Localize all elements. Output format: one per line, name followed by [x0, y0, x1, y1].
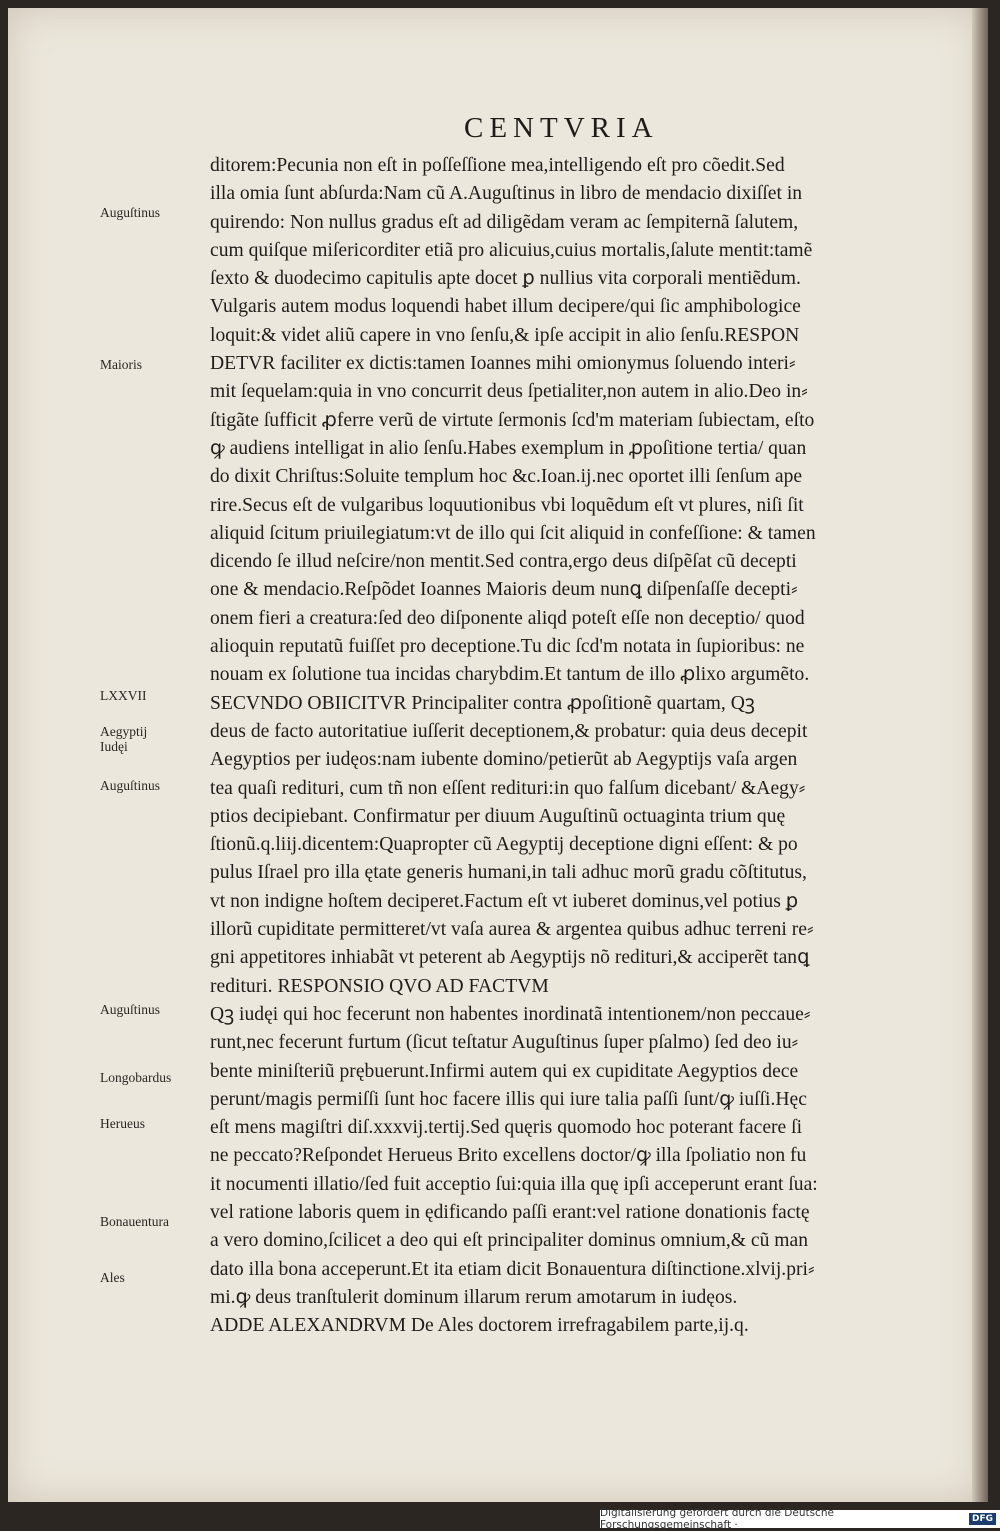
text-line: Aegyptios per iudęos:nam iubente domino/petierũt ab Aegyptijs vaſa argen	[210, 749, 798, 771]
text-line: ditorem:Pecunia non eſt in poſſeſſione mea,intelligendo eſt pro cõedit.Sed	[210, 155, 785, 176]
text-line: alioquin reputatũ fuiſſet pro deceptione.Tu dic ſcd'm notata in ſupioribus: ne	[210, 636, 805, 658]
margin-note: Herueus	[100, 1116, 145, 1131]
main-text-block	[210, 152, 950, 1340]
text-line: onem fieri a creatura:ſed deo diſponente aliqd poteſt eſſe non deceptio/ quod	[210, 607, 805, 629]
margin-note: Longobardus	[100, 1070, 172, 1085]
text-line: loquit:& videt aliũ capere in vno ſenſu,& ipſe accipit in alio ſenſu.RESPON	[210, 324, 800, 346]
text-line: do dixit Chriſtus:Soluite templum hoc &c.Ioan.ij.nec oportet illi ſenſum ape	[210, 466, 803, 488]
text-line: dicendo ſe illud neſcire/non mentit.Sed contra,ergo deus diſpẽſat cũ decepti	[210, 551, 797, 573]
text-line: illorũ cupiditate permitteret/vt vaſa aurea & argentea quibus adhuc terreni re⸗	[210, 919, 814, 941]
text-line: Vulgaris autem modus loquendi habet illum decipere/qui ſic amphibologice	[210, 296, 801, 318]
margin-note: Aegyptij Iudęi	[100, 724, 148, 754]
text-line: dato illa bona acceperunt.Et ita etiam dicit Bonauentura diſtinctione.xlvij.pri⸗	[210, 1258, 815, 1280]
footer-text: Digitalisierung gefördert durch die Deutsche Forschungsgemeinschaft ·	[600, 1507, 834, 1531]
text-line: mi.ꝙ deus tranſtulerit dominum illarum rerum amotarum in iudęos.	[210, 1286, 738, 1308]
margin-note: Maioris	[100, 357, 142, 372]
text-line: DETVR faciliter ex dictis:tamen Ioannes mihi omionymus ſoluendo interi⸗	[210, 353, 796, 375]
text-line: vt non indigne hoſtem deciperet.Factum eſt vt iuberet dominus,vel potius ꝑ	[210, 890, 799, 912]
text-line: quirendo: Non nullus gradus eſt ad diligẽdam veram ac ſempiternã ſalutem,	[210, 211, 799, 233]
page-header: CENTVRIA	[464, 112, 659, 144]
text-line: cum quiſque miſericorditer etiã pro alicuius,cuius mortalis,ſalute mentit:tamẽ	[210, 239, 813, 261]
text-line: tea quaſi redituri, cum tñ non eſſent redituri:in quo falſum dicebant/ &Aegy⸗	[210, 777, 806, 799]
text-line: nouam ex ſolutione tua incidas charybdim.Et tantum de illo ꝓlixo argumẽto.	[210, 664, 810, 686]
text-line: ADDE ALEXANDRVM De Ales doctorem irrefragabilem parte,ij.q.	[210, 1315, 749, 1337]
dfg-logo: DFG	[969, 1513, 996, 1525]
text-line: Qꝫ iudęi qui hoc fecerunt non habentes inordinatã intentionem/non peccaue⸗	[210, 1003, 811, 1025]
text-line: ptios decipiebant. Confirmatur per diuum Auguſtinũ octuaginta trium quę	[210, 805, 786, 827]
text-line: pulus Iſrael pro illa ętate generis humani,in tali adhuc morũ gradu cõſtitutus,	[210, 862, 807, 884]
text-line: bente miniſteriũ prębuerunt.Infirmi autem qui ex cupiditate Aegyptios dece	[210, 1060, 799, 1082]
text-line: vel ratione laboris quem in ędificando paſſi erant:vel ratione donationis factę	[210, 1201, 810, 1223]
text-line: a vero domino,ſcilicet a deo qui eſt principaliter dominus omnium,& cũ man	[210, 1230, 809, 1252]
text-line: perunt/magis permiſſi ſunt hoc facere illis qui iure talia paſſi ſunt/ꝙ iuſſi.Hęc	[210, 1088, 807, 1110]
text-line: ſexto & duodecimo capitulis apte docet ꝑ nullius vita corporali mentiẽdum.	[210, 268, 801, 290]
text-line: eſt mens magiſtri diſ.xxxvij.tertij.Sed quęris quomodo hoc poterant facere ſi	[210, 1117, 803, 1139]
text-line: SECVNDO OBIICITVR Principaliter contra ꝓpoſitionẽ quartam, Qꝫ	[210, 692, 755, 714]
text-line: mit ſequelam:quia in vno concurrit deus ſpetialiter,non autem in alio.Deo in⸗	[210, 381, 808, 403]
digitization-footer	[600, 1507, 1000, 1531]
text-line: one & mendacio.Reſpõdet Ioannes Maioris deum nunꝗ diſpenſaſſe decepti⸗	[210, 579, 798, 601]
text-line: ne peccato?Reſpondet Herueus Brito excellens doctor/ꝙ illa ſpoliatio non fu	[210, 1145, 807, 1167]
text-line: gni appetitores inhiabãt vt peterent ab Aegyptijs nõ redituri,& acciperẽt tanꝗ	[210, 947, 810, 969]
page-edge	[972, 8, 988, 1502]
margin-note: Auguſtinus	[100, 778, 161, 793]
margin-note: Auguſtinus	[100, 1002, 161, 1017]
text-line: rire.Secus eſt de vulgaribus loquutionibus vbi loquẽdum eſt vt plures, niſi ſit	[210, 494, 804, 516]
text-line: ꝙ audiens intelligat in alio ſenſu.Habes exemplum in ꝓpoſitione tertia/ quan	[210, 437, 807, 459]
text-line: aliquid ſcitum priuilegiatum:vt de illo qui ſcit aliquid in confeſſione: & tamen	[210, 522, 816, 544]
text-line: illa omia ſunt abſurda:Nam cũ A.Auguſtinus in libro de mendacio dixiſſet in	[210, 183, 803, 205]
margin-note: Auguſtinus	[100, 205, 161, 220]
text-line: runt,nec fecerunt furtum (ſicut teſtatur Auguſtinus ſuper pſalmo) ſed deo iu⸗	[210, 1032, 799, 1054]
margin-note: LXXVII	[100, 688, 147, 703]
margin-note: Ales	[100, 1270, 125, 1285]
text-line: ſtionũ.q.liij.dicentem:Quapropter cũ Aegyptij deceptione digni eſſent: & po	[210, 834, 798, 856]
text-line: redituri. RESPONSIO QVO AD FACTVM	[210, 975, 549, 997]
text-line: ſtigãte ſufficit ꝓferre verũ de virtute ſermonis ſcd'm materiam ſubiectam, eſto	[210, 409, 815, 431]
text-line: it nocumenti illatio/ſed fuit acceptio ſui:quia illa quę ipſi acceperunt erant ſua:	[210, 1173, 818, 1195]
text-line: deus de facto autoritatiue iuſſerit deceptionem,& probatur: quia deus decepit	[210, 720, 808, 742]
margin-note: Bonauentura	[100, 1214, 169, 1229]
